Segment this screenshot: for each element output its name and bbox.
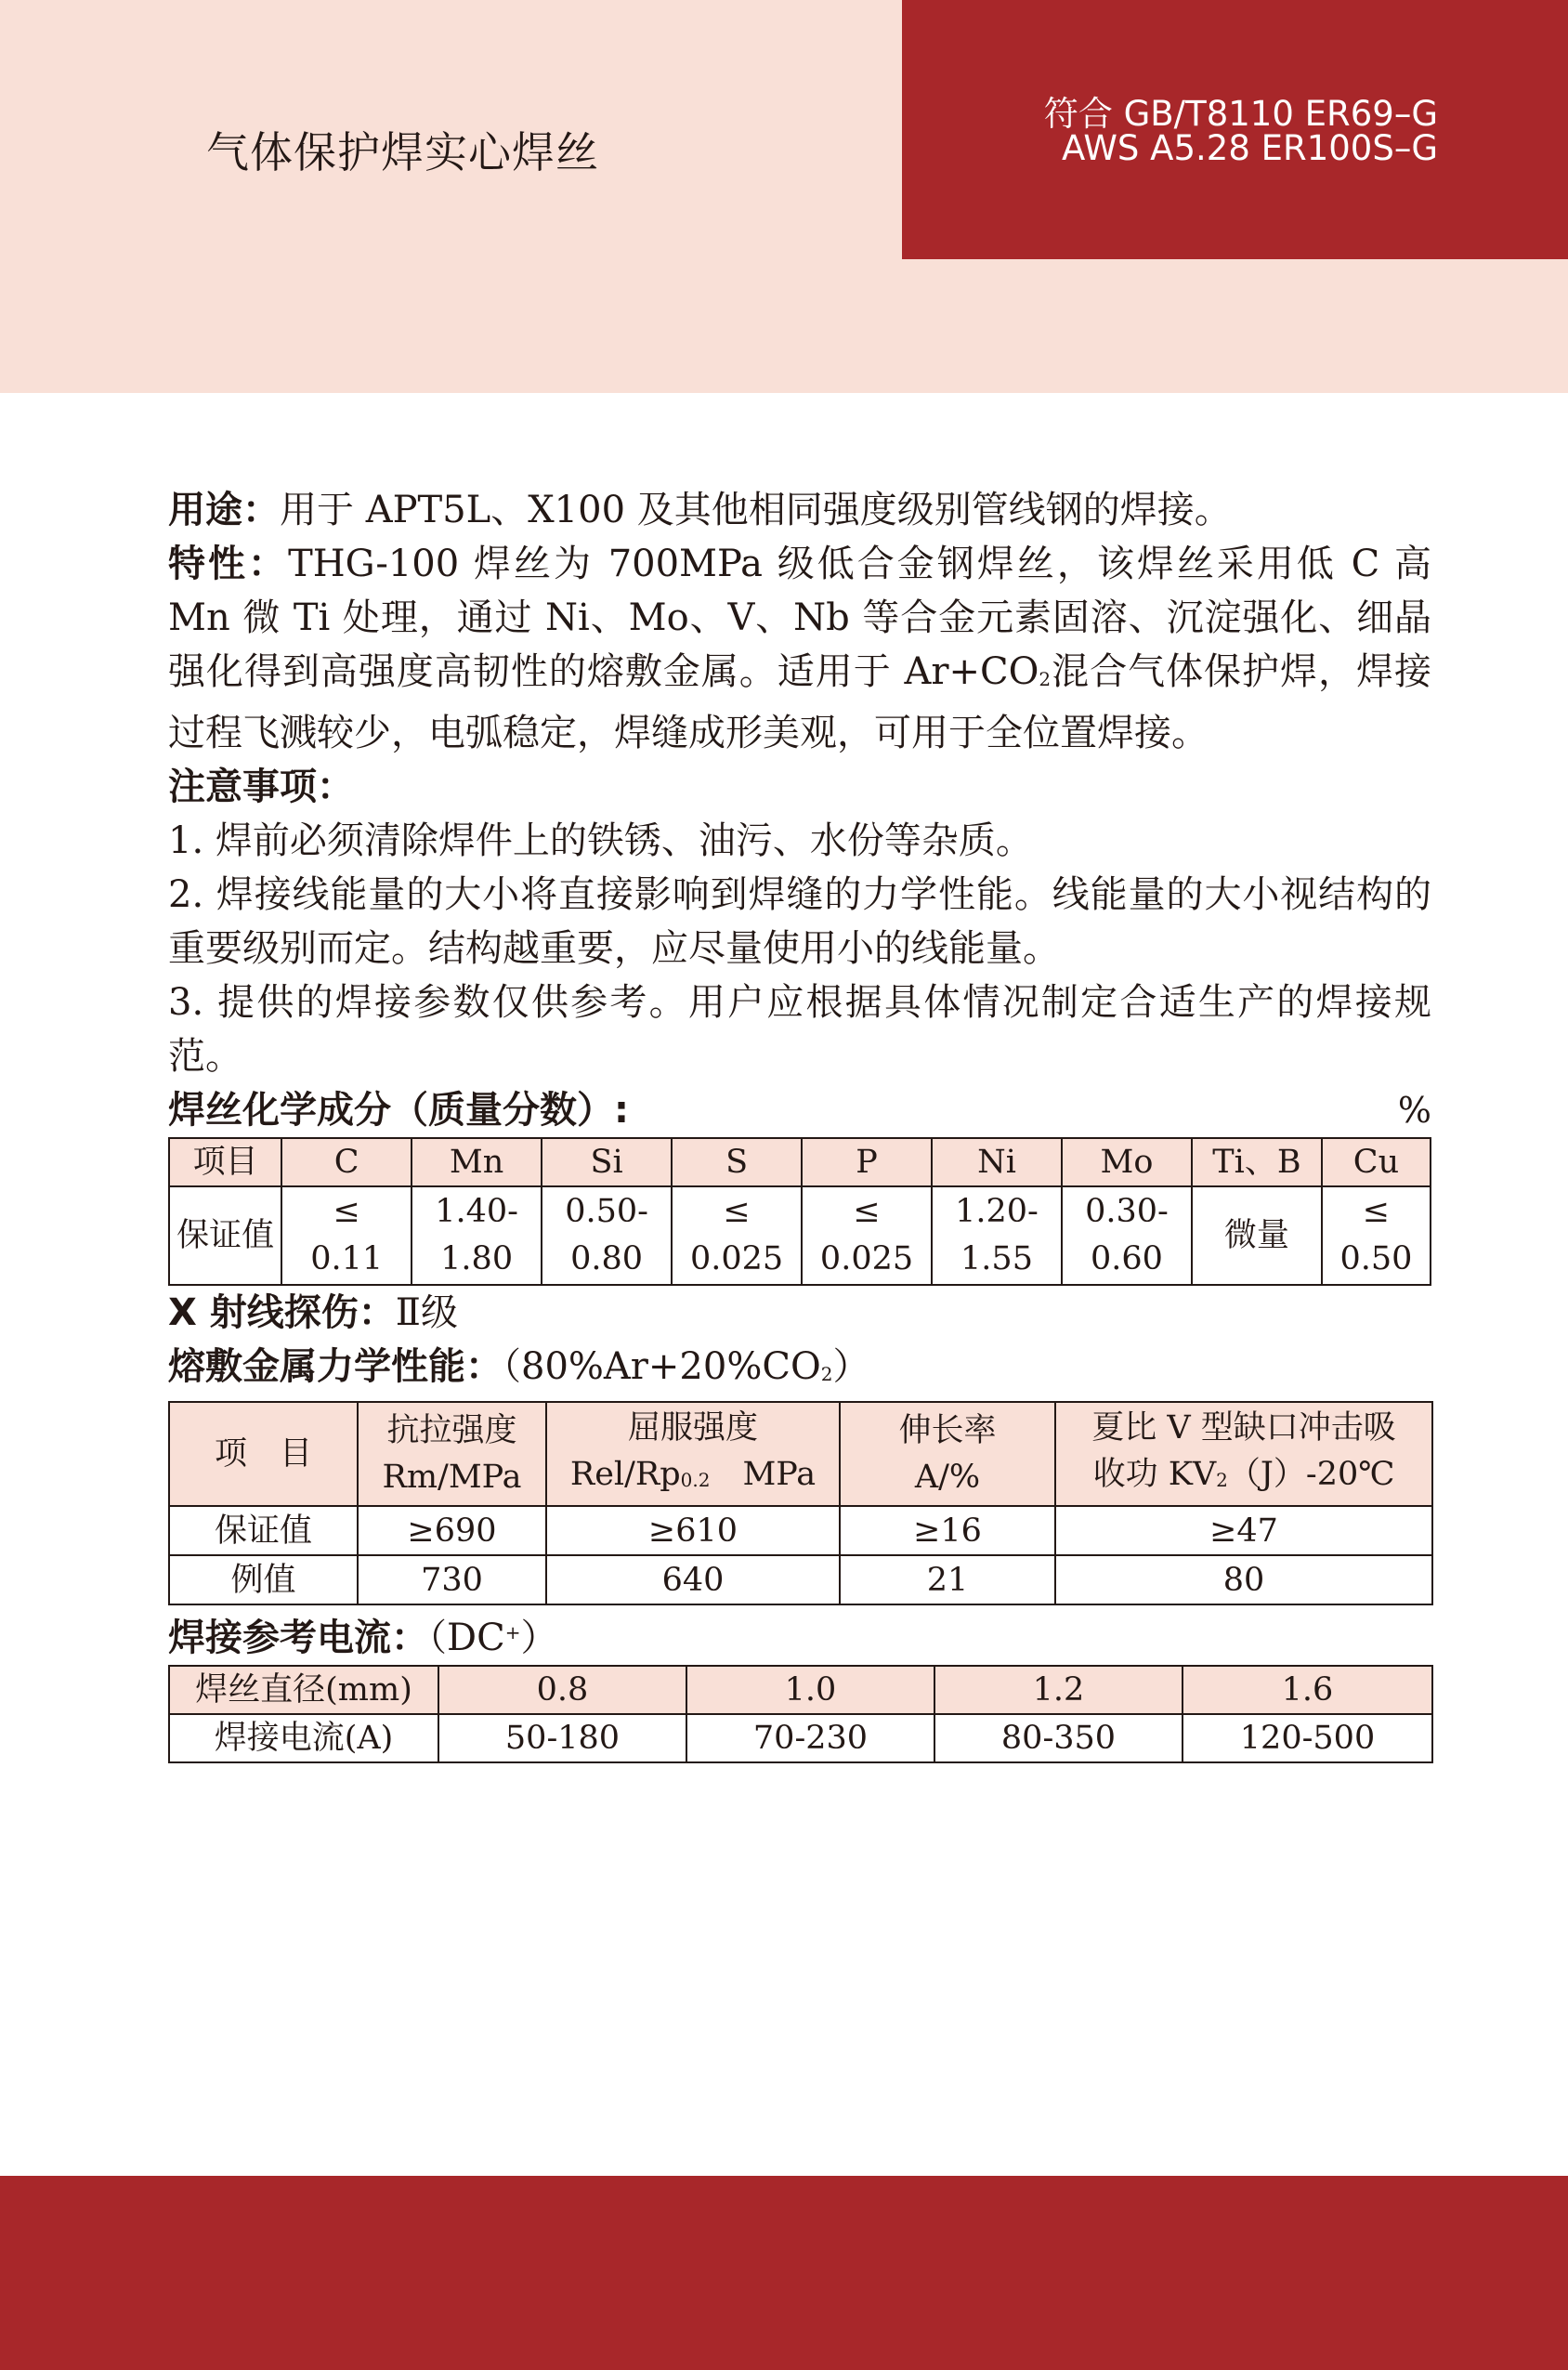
standards-box bbox=[902, 0, 1568, 259]
notes-heading: 注意事项： bbox=[168, 766, 354, 808]
current-diameter: 1.6 bbox=[1183, 1666, 1432, 1714]
chem-si-line1: 0.50- bbox=[565, 1193, 648, 1230]
current-header-row bbox=[169, 1666, 1432, 1714]
mech-header-row bbox=[169, 1402, 1432, 1506]
current-value: 80-350 bbox=[934, 1714, 1183, 1762]
mech-impact-h2a: 收功 KV bbox=[1092, 1456, 1217, 1493]
usage-paragraph bbox=[168, 483, 1431, 537]
chem-cell-s bbox=[672, 1186, 802, 1285]
mech-yield-h1: 屈服强度 bbox=[627, 1409, 758, 1447]
current-dc-sup: + bbox=[504, 1621, 521, 1643]
chem-header-s: S bbox=[672, 1138, 802, 1186]
current-table bbox=[168, 1665, 1433, 1763]
chem-unit: % bbox=[1397, 1090, 1431, 1131]
mech-yield-h2b: MPa bbox=[710, 1456, 817, 1493]
mech-cell: ≥690 bbox=[358, 1506, 546, 1555]
chem-header-item: 项目 bbox=[169, 1138, 281, 1186]
mech-tensile-h2: Rm/MPa bbox=[382, 1459, 522, 1496]
mech-row-label: 例值 bbox=[169, 1555, 358, 1604]
chem-header-si: Si bbox=[542, 1138, 672, 1186]
mech-gas-b: ） bbox=[832, 1345, 870, 1388]
chem-cell-p bbox=[802, 1186, 932, 1285]
chem-mn-line2: 1.80 bbox=[440, 1240, 514, 1277]
features-text-b: 混合气体保护焊，焊接过程飞溅较少，电弧稳定，焊缝成形美观，可用于全位置焊接。 bbox=[168, 650, 1431, 754]
chem-s-line2: 0.025 bbox=[689, 1240, 784, 1277]
chem-header-mn: Mn bbox=[412, 1138, 542, 1186]
xray-label: X 射线探伤： bbox=[168, 1291, 396, 1334]
xray-line bbox=[168, 1286, 1431, 1340]
chem-s-line1: ≤ bbox=[723, 1193, 751, 1230]
current-value: 120-500 bbox=[1183, 1714, 1432, 1762]
chem-cu-line1: ≤ bbox=[1362, 1193, 1391, 1230]
mech-header-item: 项 目 bbox=[169, 1402, 358, 1506]
standard-gb: 符合 GB/T8110 ER69–G bbox=[1043, 94, 1438, 134]
mech-impact-h2sub: 2 bbox=[1216, 1469, 1228, 1491]
mech-gas-sub: 2 bbox=[820, 1363, 833, 1385]
mech-cell: 80 bbox=[1055, 1555, 1432, 1604]
page-title: 气体保护焊实心焊丝 bbox=[206, 127, 599, 177]
chem-header-c: C bbox=[281, 1138, 412, 1186]
chem-ni-line1: 1.20- bbox=[955, 1193, 1039, 1230]
chem-cell-mn bbox=[412, 1186, 542, 1285]
mech-gas-a: （80%Ar+20%CO bbox=[503, 1345, 821, 1388]
mech-cell: 730 bbox=[358, 1555, 546, 1604]
mech-cell: 21 bbox=[840, 1555, 1055, 1604]
mech-cell: 640 bbox=[546, 1555, 840, 1604]
current-header-label: 焊丝直径(mm) bbox=[169, 1666, 438, 1714]
note-item-3: 3. 提供的焊接参数仅供参考。用户应根据具体情况制定合适生产的焊接规范。 bbox=[168, 981, 1431, 1078]
chem-title: 焊丝化学成分（质量分数）: bbox=[168, 1089, 629, 1132]
features-paragraph bbox=[168, 537, 1431, 760]
mech-cell: ≥47 bbox=[1055, 1506, 1432, 1555]
current-value-row bbox=[169, 1714, 1432, 1762]
chem-p-line1: ≤ bbox=[853, 1193, 881, 1230]
mech-yield-h2sub: 0.2 bbox=[680, 1469, 711, 1491]
chem-mn-line1: 1.40- bbox=[435, 1193, 518, 1230]
chem-header-tib: Ti、B bbox=[1192, 1138, 1322, 1186]
chem-ni-line2: 1.55 bbox=[960, 1240, 1033, 1277]
chem-cell-tib: 微量 bbox=[1192, 1186, 1322, 1285]
current-value: 70-230 bbox=[686, 1714, 934, 1762]
mech-yield-h2 bbox=[547, 1451, 839, 1503]
usage-text: 用于 APT5L、X100 及其他相同强度级别管线钢的焊接。 bbox=[280, 489, 1232, 531]
current-dc-b: ） bbox=[520, 1617, 558, 1659]
current-row-label: 焊接电流(A) bbox=[169, 1714, 438, 1762]
mech-header-yield bbox=[546, 1402, 840, 1506]
note-item-1: 1. 焊前必须清除焊件上的铁锈、油污、水份等杂质。 bbox=[168, 819, 1033, 862]
chem-header-p: P bbox=[802, 1138, 932, 1186]
chem-c-line2: 0.11 bbox=[310, 1240, 384, 1277]
mech-cell: ≥16 bbox=[840, 1506, 1055, 1555]
mech-elong-h1: 伸长率 bbox=[898, 1412, 997, 1449]
mech-row-guaranteed bbox=[169, 1506, 1432, 1555]
mech-impact-h1: 夏比 V 型缺口冲击吸 bbox=[1091, 1409, 1396, 1447]
mech-title-line bbox=[168, 1340, 1431, 1401]
features-label: 特性： bbox=[168, 543, 289, 585]
mech-title: 熔敷金属力学性能： bbox=[168, 1345, 503, 1388]
chem-cu-line2: 0.50 bbox=[1339, 1240, 1413, 1277]
chem-c-line1: ≤ bbox=[333, 1193, 360, 1230]
chem-title-row bbox=[168, 1083, 1431, 1137]
chem-row-label: 保证值 bbox=[169, 1186, 281, 1285]
chem-value-row bbox=[169, 1186, 1431, 1285]
mech-row-label: 保证值 bbox=[169, 1506, 358, 1555]
current-dc-a: （DC bbox=[428, 1617, 505, 1659]
mech-impact-h2 bbox=[1056, 1451, 1431, 1503]
chem-cell-si bbox=[542, 1186, 672, 1285]
mech-elong-h2: A/% bbox=[914, 1459, 981, 1496]
note-item-2: 2. 焊接线能量的大小将直接影响到焊缝的力学性能。线能量的大小视结构的重要级别而定。结构越重要，应尽量使用小的线能量。 bbox=[168, 873, 1431, 970]
current-value: 50-180 bbox=[438, 1714, 686, 1762]
usage-label: 用途： bbox=[168, 489, 280, 531]
features-sub: 2 bbox=[1039, 668, 1052, 690]
chem-cell-cu bbox=[1322, 1186, 1431, 1285]
current-diameter: 1.0 bbox=[686, 1666, 934, 1714]
mech-tensile-h1: 抗拉强度 bbox=[386, 1412, 517, 1449]
mech-cell: ≥610 bbox=[546, 1506, 840, 1555]
chem-p-line2: 0.025 bbox=[819, 1240, 914, 1277]
current-diameter: 1.2 bbox=[934, 1666, 1183, 1714]
chem-mo-line2: 0.60 bbox=[1091, 1240, 1163, 1277]
chem-cell-mo bbox=[1062, 1186, 1192, 1285]
mech-header-elong bbox=[840, 1402, 1055, 1506]
mech-table bbox=[168, 1401, 1433, 1605]
mech-row-example bbox=[169, 1555, 1432, 1604]
chem-cell-c bbox=[281, 1186, 412, 1285]
features-text-a: THG-100 焊丝为 700MPa 级低合金钢焊丝，该焊丝采用低 C 高 Mn 微 Ti 处理，通过 Ni、Mo、V、Nb 等合金元素固溶、沉淀强化、细晶强化得到高强度高韧性的熔敷金属。适用于 Ar+CO bbox=[168, 543, 1432, 693]
chem-header-mo: Mo bbox=[1062, 1138, 1192, 1186]
content bbox=[168, 483, 1431, 1763]
mech-yield-h2a: Rel/Rp bbox=[569, 1456, 681, 1493]
mech-header-tensile bbox=[358, 1402, 546, 1506]
mech-header-impact bbox=[1055, 1402, 1432, 1506]
current-title-line bbox=[168, 1605, 1431, 1665]
chem-header-row bbox=[169, 1138, 1431, 1186]
chem-header-cu: Cu bbox=[1322, 1138, 1431, 1186]
chem-header-ni: Ni bbox=[932, 1138, 1062, 1186]
xray-value: Ⅱ级 bbox=[395, 1291, 458, 1334]
footer-band bbox=[0, 2176, 1568, 2370]
current-diameter: 0.8 bbox=[438, 1666, 686, 1714]
mech-impact-h2b: （J）-20℃ bbox=[1227, 1456, 1395, 1493]
chem-table bbox=[168, 1137, 1431, 1286]
current-title: 焊接参考电流： bbox=[168, 1617, 428, 1659]
chem-cell-ni bbox=[932, 1186, 1062, 1285]
chem-si-line2: 0.80 bbox=[570, 1240, 644, 1277]
standard-aws: AWS A5.28 ER100S–G bbox=[1062, 128, 1438, 168]
chem-mo-line1: 0.30- bbox=[1085, 1193, 1169, 1230]
